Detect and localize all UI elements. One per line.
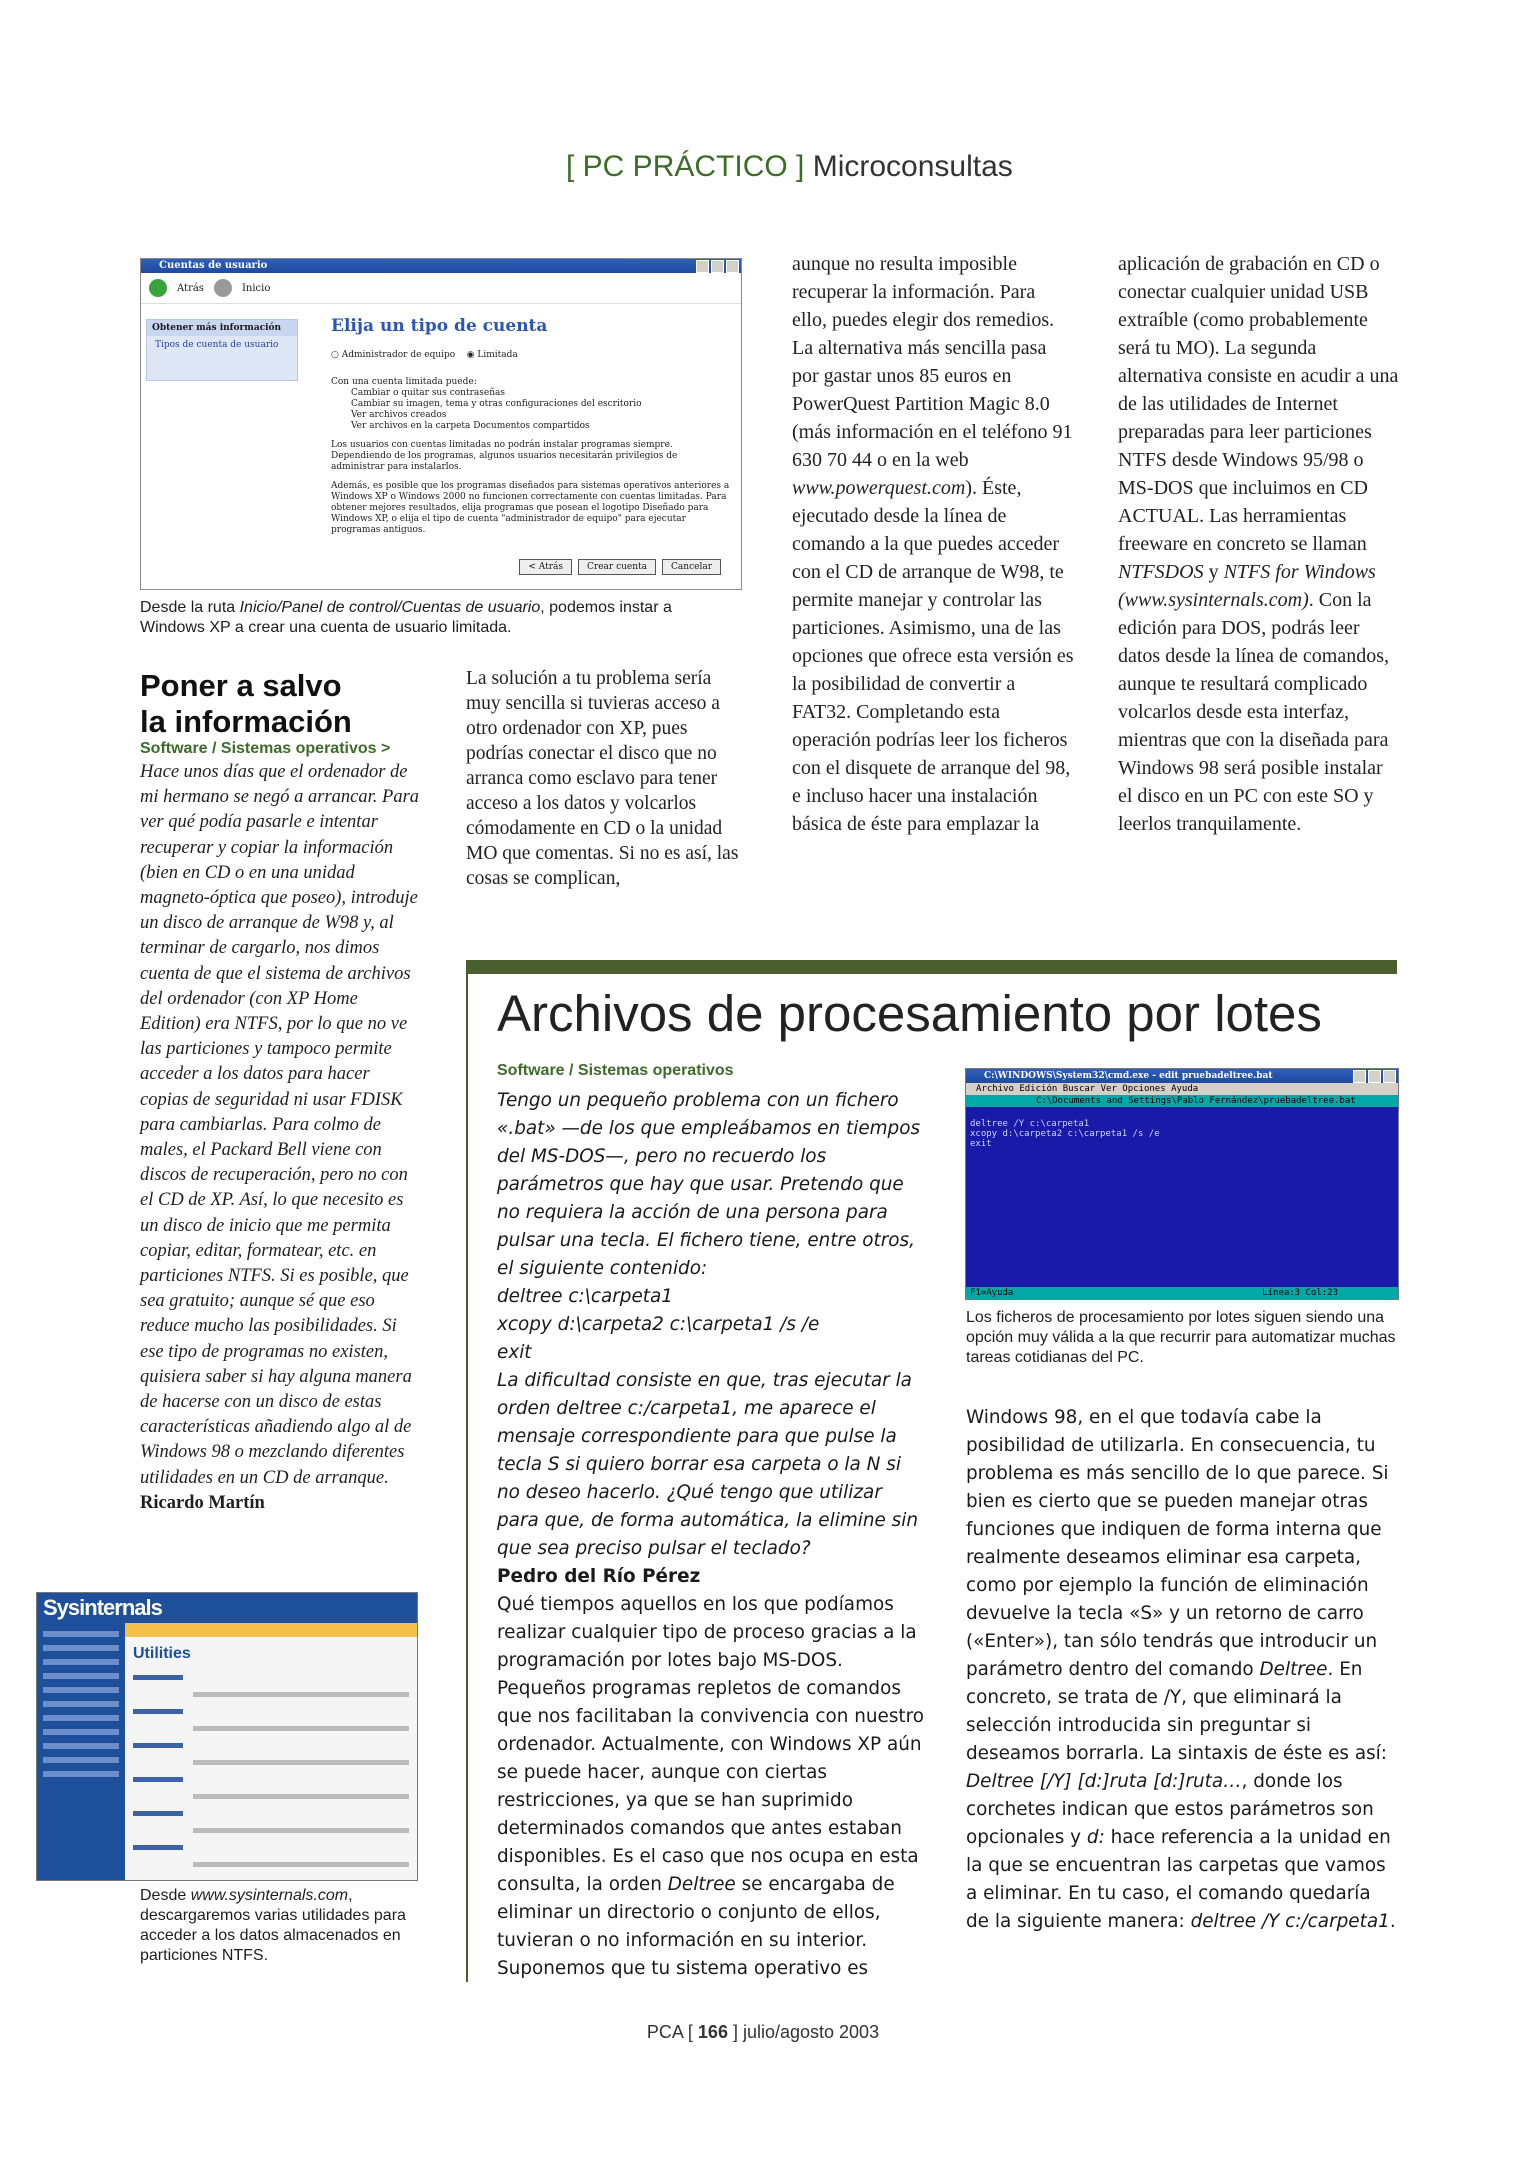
account-text2: Los usuarios con cuentas limitadas no podrán instalar programas siempre. Dependiendo de los programas, algunos usuarios necesitarán privilegios de administrar para instalarlos. <box>331 440 678 472</box>
minimize-icon <box>1353 1070 1366 1083</box>
article-category: Software / Sistemas operativos > <box>140 740 391 757</box>
back-button: < Atrás <box>519 559 572 575</box>
caption-batch: Los ficheros de procesamiento por lotes siguen siendo una opción muy válida a la que recurrir para automatizar muchas tareas cotidianas del PC. <box>966 1309 1396 1366</box>
box-title: Archivos de procesamiento por lotes <box>497 985 1322 1042</box>
box-question-answer <box>497 1087 929 1983</box>
site-content <box>133 1645 409 1880</box>
article-title: Poner a salvo la información <box>140 668 352 739</box>
dialog-buttons <box>519 559 721 575</box>
bullet-item: Ver archivos creados <box>351 410 447 420</box>
caption-sysinternals: Desde www.sysinternals.com, descargaremos varias utilidades para acceder a los datos almacenados en particiones NTFS. <box>140 1887 406 1964</box>
cmd-title: C:\WINDOWS\System32\cmd.exe - edit pruebadeltree.bat <box>984 1071 1273 1081</box>
window-controls <box>696 260 739 273</box>
create-account-button: Crear cuenta <box>578 559 656 575</box>
close-icon <box>726 260 739 273</box>
page-header <box>566 150 1013 184</box>
account-main <box>331 316 731 536</box>
option-admin: Administrador de equipo <box>341 350 456 360</box>
bullet-item: Cambiar su imagen, tema y otras configuraciones del escritorio <box>351 399 642 409</box>
section-label: [ PC PRÁCTICO ] <box>566 150 805 183</box>
question-author: Pedro del Río Pérez <box>497 1566 701 1587</box>
subsection-label: Microconsultas <box>812 150 1013 183</box>
close-icon <box>1383 1070 1396 1083</box>
letter-author: Ricardo Martín <box>140 1492 265 1513</box>
window-titlebar <box>141 259 741 273</box>
question-part1: Tengo un pequeño problema con un fichero «.bat» —de los que empleábamos en tiempos del MS-DOS—, pero no recuerdo los parámetros que hay que usar. Pretendo que no requiera la acción de una persona para pulsar una tecla. El fichero tiene, entre otros, el siguiente contenido: <box>497 1090 921 1279</box>
home-label: Inicio <box>241 282 271 294</box>
sysinternals-screenshot <box>36 1592 418 1881</box>
side-heading: Obtener más información <box>147 320 297 336</box>
box-left-rule <box>466 960 468 1982</box>
option-limited: Limitada <box>477 350 518 360</box>
user-accounts-screenshot <box>140 258 742 590</box>
site-title: Utilities <box>133 1645 191 1662</box>
window-title: Cuentas de usuario <box>159 260 268 271</box>
batch-code: deltree /Y c:\carpeta1 xcopy d:\carpeta2 c:\carpeta1 /s /e exit <box>970 1119 1160 1149</box>
cancel-button: Cancelar <box>662 559 721 575</box>
site-nav <box>37 1623 125 1880</box>
side-link: Tipos de cuenta de usuario <box>155 340 279 350</box>
bullet-item: Ver archivos en la carpeta Documentos compartidos <box>351 421 590 431</box>
account-options: ○ Administrador de equipo ◉ Limitada <box>331 350 518 360</box>
answer-col1: La solución a tu problema sería muy sencilla si tuvieras acceso a otro ordenador con XP, pues podrías conectar el disco que no arranca como esclavo para tener acceso a los datos y volcarlos cómodamente en CD o la unidad MO que comentas. Si no es así, las cosas se complican, <box>466 668 739 889</box>
box-category: Software / Sistemas operativos <box>497 1062 734 1079</box>
answer-col2: aunque no resulta imposible recuperar la información. Para ello, puedes elegir dos remedios. La alternativa más sencilla pasa por gastar unos 85 euros en PowerQuest Partition Magic 8.0 (más información en el teléfono 91 630 70 44 o en la web www.powerquest.com). Éste, ejecutado desde la línea de comando a la que puedes acceder con el CD de arranque de W98, te permite manejar y controlar las particiones. Asimismo, una de las opciones que ofrece esta versión es la posibilidad de convertir a FAT32. Completando esta operación podrías leer los ficheros con el disquete de arranque del 98, e incluso hacer una instalación básica de éste para emplazar la <box>792 253 1074 835</box>
account-heading: Elija un tipo de cuenta <box>331 316 548 336</box>
maximize-icon <box>711 260 724 273</box>
back-label: Atrás <box>177 282 204 294</box>
code-line: exit <box>497 1342 532 1363</box>
forward-icon <box>214 279 232 297</box>
toolbar <box>141 273 741 304</box>
cmd-edit-screenshot <box>965 1068 1399 1300</box>
edit-statusbar: F1=Ayuda Línea:3 Col:23 <box>966 1287 1398 1299</box>
sysinternals-logo: Sysinternals <box>37 1595 168 1621</box>
code-line: deltree c:\carpeta1 <box>497 1286 673 1307</box>
reader-letter: Hace unos días que el ordenador de mi hermano se negó a arrancar. Para ver qué podía pasarle e intentar recuperar y copiar la información (bien en CD o en una unidad magneto-óptica que poseo), introduje un disco de arranque de W98 y, al terminar de cargarlo, nos dimos cuenta de que el sistema de archivos del ordenador (con XP Home Edition) era NTFS, por lo que no ve las particiones y tampoco permite acceder a los datos para hacer copias de seguridad ni usar FDISK para cambiarlas. Para colmo de males, el Packard Bell viene con discos de recuperación, pero no con el CD de XP. Así, lo que necesito es un disco de inicio que me permita copiar, editar, formatear, etc. en particiones NTFS. Si es posible, que sea gratuito; aunque sé que eso reduce mucho las posibilidades. Si ese tipo de programas no existen, quisiera saber si hay alguna manera de hacerse con un disco de estas características añadiendo algo al de Windows 98 o mezclando diferentes utilidades en un CD de arranque. Ricardo Martín <box>140 762 420 1513</box>
maximize-icon <box>1368 1070 1381 1083</box>
caption-user-accounts: Desde la ruta Inicio/Panel de control/Cuentas de usuario, podemos instar a Windows XP a crear una cuenta de usuario limitada. <box>140 599 672 636</box>
page-footer: PCA [ 166 ] julio/agosto 2003 <box>646 2022 880 2042</box>
side-panel <box>146 319 298 381</box>
page-number: 166 <box>697 2022 728 2042</box>
bullet-item: Cambiar o quitar sus contraseñas <box>351 388 505 398</box>
back-icon <box>149 279 167 297</box>
edit-menubar: Archivo Edición Buscar Ver Opciones Ayuda <box>966 1083 1398 1095</box>
file-path: C:\Documents and Settings\Pablo Fernández\pruebadeltree.bat <box>966 1095 1398 1107</box>
cmd-titlebar <box>966 1069 1398 1083</box>
code-line: xcopy d:\carpeta2 c:\carpeta1 /s /e <box>497 1314 820 1335</box>
question-part2: La dificultad consiste en que, tras ejecutar la orden deltree c:/carpeta1, me aparece el mensaje correspondiente para que pulse la tecla S si quiero borrar esa carpeta o la N si no deseo hacerlo. ¿Qué tengo que utilizar para que, de forma automática, la elimine sin que sea preciso pulsar el teclado? <box>497 1370 919 1559</box>
answer-part1: Qué tiempos aquellos en los que podíamos realizar cualquier tipo de proceso gracias a la programación por lotes bajo MS-DOS. Pequeños programas repletos de comandos que nos facilitaban la convivencia con nuestro ordenador. Actualmente, con Windows XP aún se puede hacer, aunque con ciertas restricciones, ya que se han suprimido determinados comandos que antes estaban disponibles. Es el caso que nos ocupa en esta consulta, la orden Deltree se encargaba de eliminar un directorio o conjunto de ellos, tuvieran o no información en su interior. Suponemos que tu sistema operativo es <box>497 1594 925 1979</box>
account-text1: Con una cuenta limitada puede: <box>331 377 477 387</box>
box-top-rule <box>466 960 1397 974</box>
account-text3: Además, es posible que los programas diseñados para sistemas operativos anteriores a Windows XP o Windows 2000 no funcionen correctamente con cuentas limitadas. Para obtener mejores resultados, elija programas que posean el logotipo Diseñado para Windows XP, o elija el tipo de cuenta "administrador de equipo" para ejecutar programas antiguos. <box>331 481 730 535</box>
window-controls <box>1353 1070 1396 1083</box>
answer-part2: Windows 98, en el que todavía cabe la posibilidad de utilizarla. En consecuencia, tu problema es más sencillo de lo que parece. Si bien es cierto que se pueden manejar otras funciones que indiquen de forma interna que realmente deseamos eliminar esa carpeta, como por ejemplo la función de eliminación devuelve la tecla «S» y un retorno de carro («Enter»), tan sólo tendrás que introducir un parámetro dentro del comando Deltree. En concreto, se trata de /Y, que eliminará la selección introducida sin preguntar si deseamos borrarla. La sintaxis de éste es así: Deltree [/Y] [d:]ruta [d:]ruta…, donde los corchetes indican que estos parámetros son opcionales y d: hace referencia a la unidad en la que se encuentran las carpetas que vamos a eliminar. En tu caso, el comando quedaría de la siguiente manera: deltree /Y c:/carpeta1. <box>966 1407 1396 1932</box>
answer-col3: aplicación de grabación en CD o conectar cualquier unidad USB extraíble (como probablemente será tu MO). La segunda alternativa consiste en acudir a una de las utilidades de Internet preparadas para leer particiones NTFS desde Windows 95/98 o MS-DOS que incluimos en CD ACTUAL. Las herramientas freeware en concreto se llaman NTFSDOS y NTFS for Windows (www.sysinternals.com). Con la edición para DOS, podrás leer datos desde la línea de comandos, aunque te resultará complicado volcarlos desde esta interfaz, mientras que con la diseñada para Windows 98 será posible instalar el disco en un PC con este SO y leerlos tranquilamente. <box>1118 253 1399 835</box>
site-topbar <box>125 1623 417 1637</box>
minimize-icon <box>696 260 709 273</box>
